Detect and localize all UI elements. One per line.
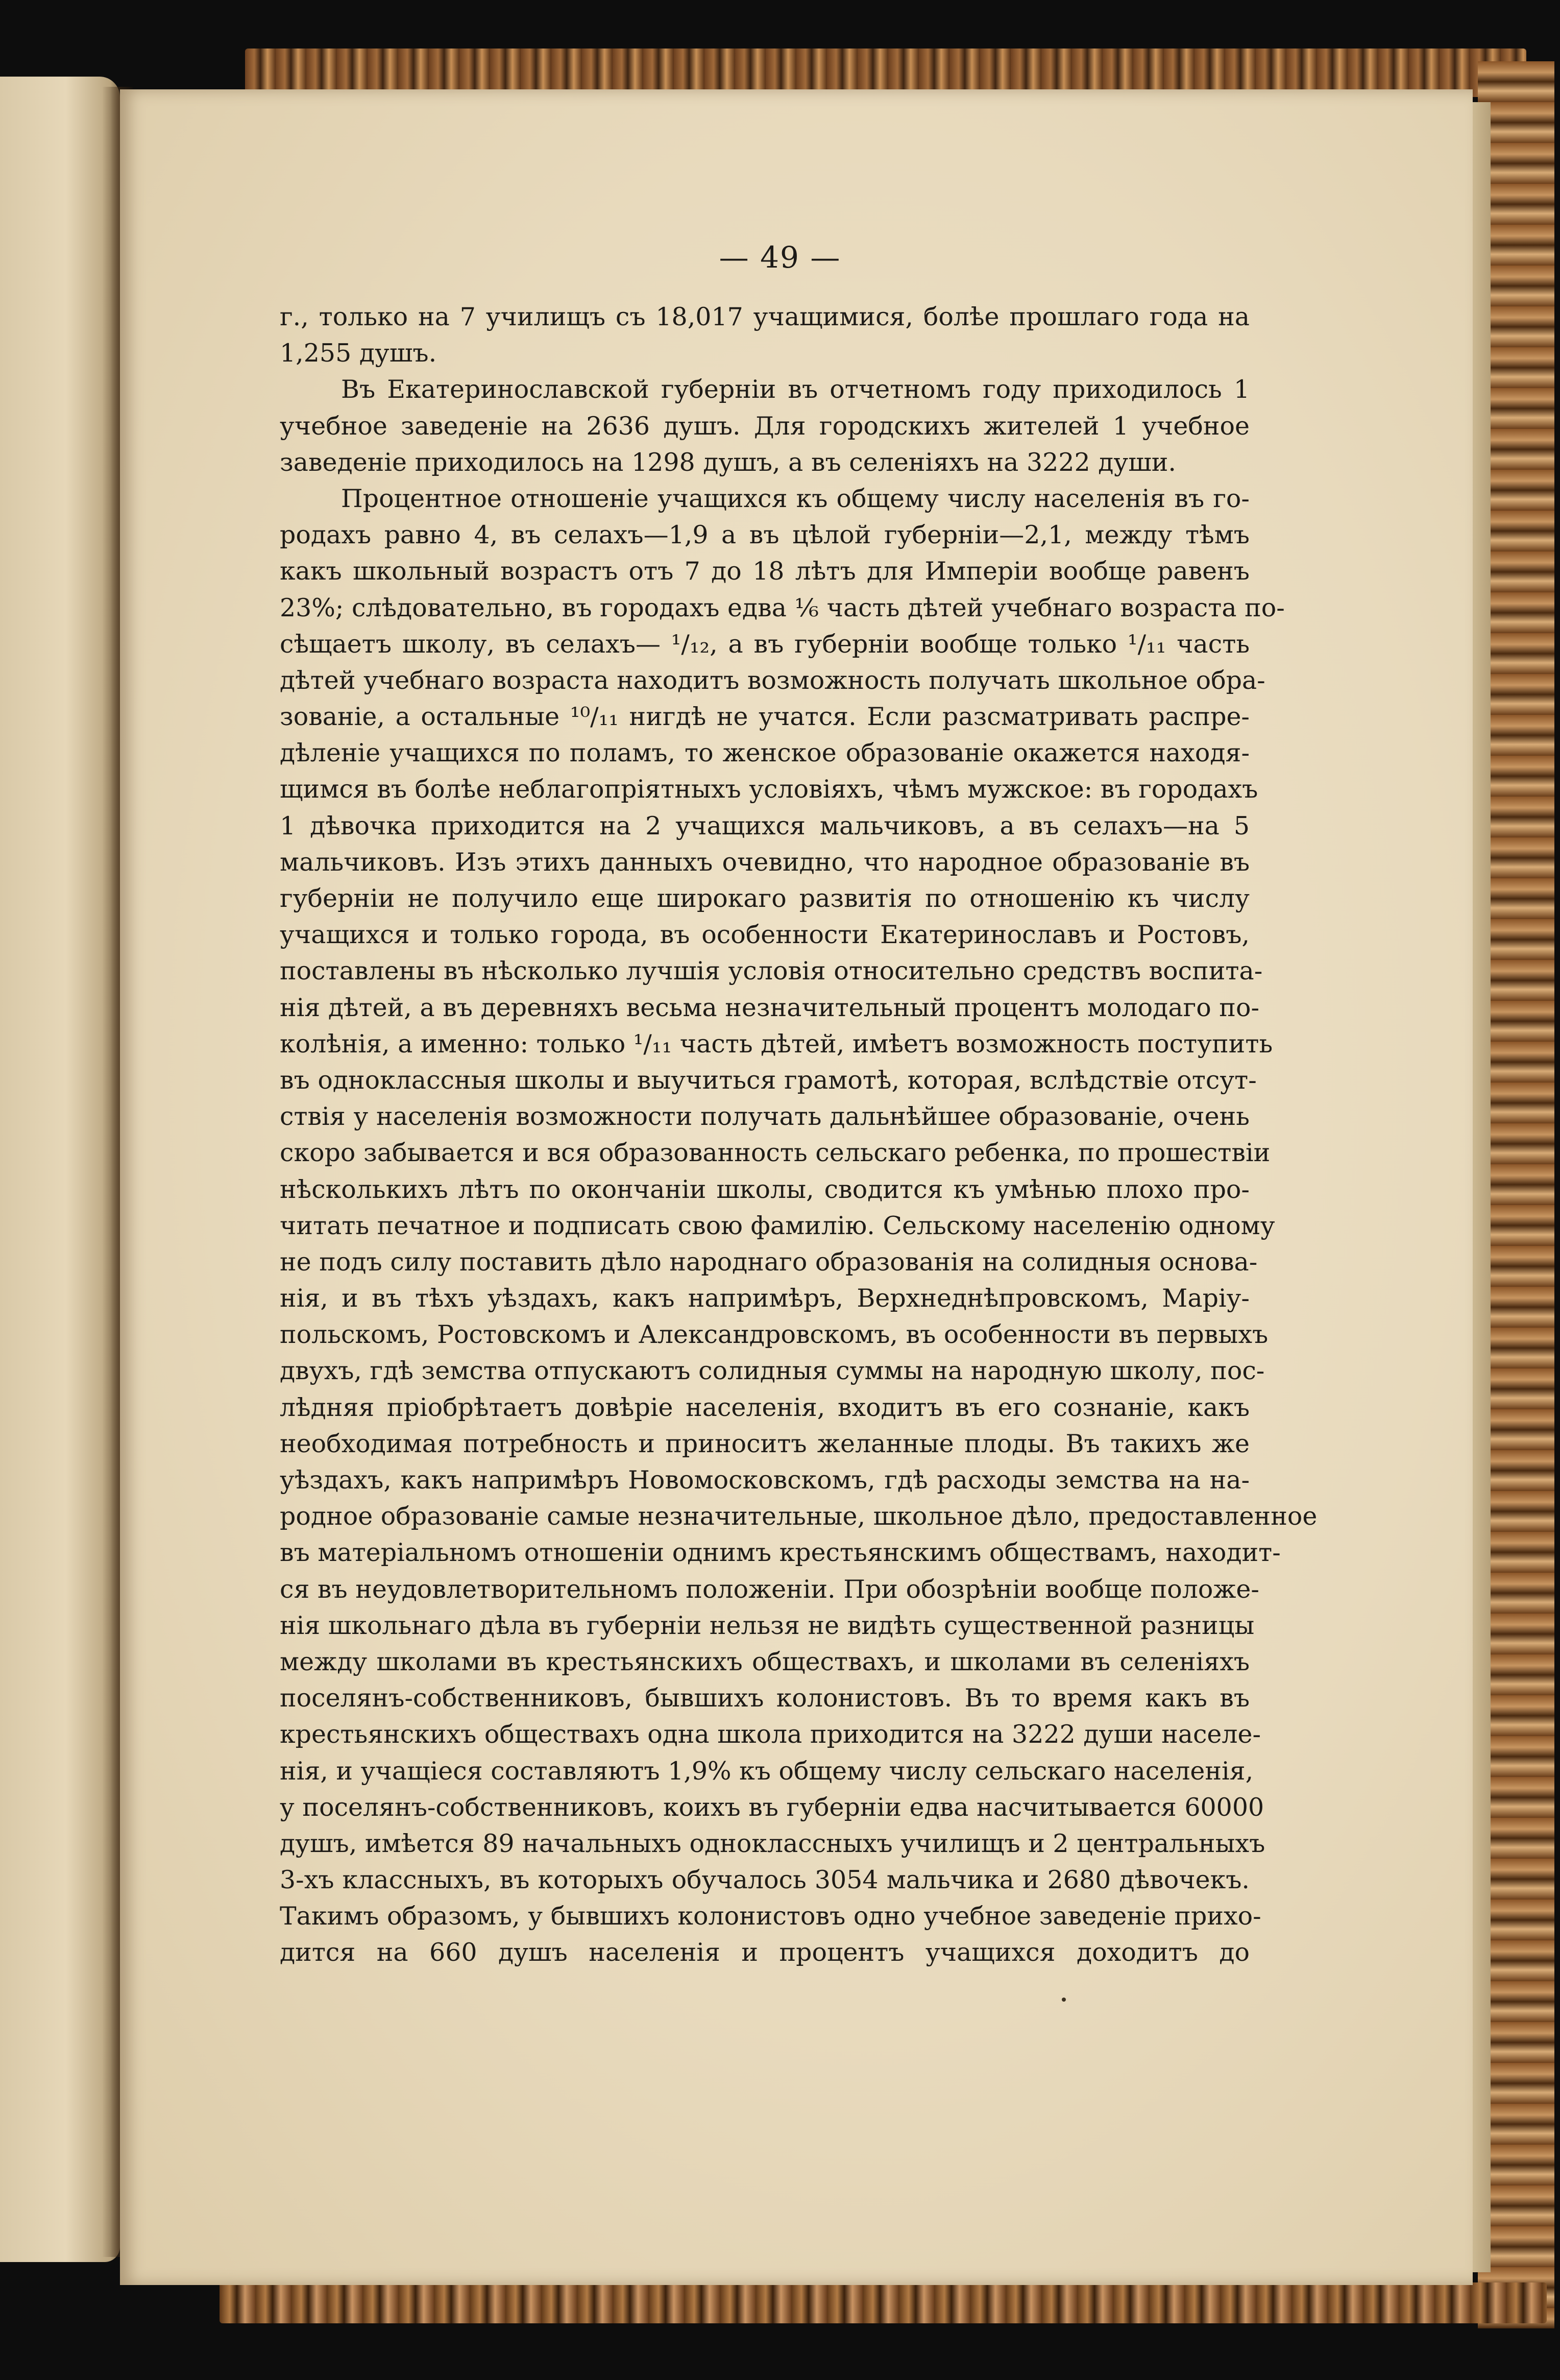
text-line: 1 дѣвочка приходится на 2 учащихся мальчиковъ, а въ селахъ—на 5 <box>280 811 1250 840</box>
text-line: г., только на 7 училищъ съ 18,017 учащимися, болѣе прошлаго года на <box>280 302 1250 331</box>
text-line: нія дѣтей, а въ деревняхъ весьма незначительный процентъ молодаго по- <box>280 993 1260 1022</box>
paragraph-start-line: Въ Екатеринославской губерніи въ отчетномъ году приходилось 1 <box>341 375 1250 404</box>
text-line: не подъ силу поставить дѣло народнаго образованія на солидныя основа- <box>280 1247 1258 1277</box>
text-line: въ одноклассныя школы и выучиться грамотѣ, которая, вслѣдствіе отсут- <box>280 1065 1257 1095</box>
text-line: 3-хъ классныхъ, въ которыхъ обучалось 3054 мальчика и 2680 дѣвочекъ. <box>280 1865 1250 1895</box>
text-line: въ матеріальномъ отношеніи однимъ крестьянскимъ обществамъ, находит- <box>280 1538 1281 1568</box>
text-line: колѣнія, а именно: только ¹/₁₁ часть дѣтей, имѣетъ возможность поступить <box>280 1029 1273 1059</box>
text-line: 1,255 душъ. <box>280 339 437 368</box>
text-line: Такимъ образомъ, у бывшихъ колонистовъ одно учебное заведеніе прихо- <box>280 1902 1261 1931</box>
text-line: поставлены въ нѣсколько лучшія условія относительно средствъ воспита- <box>280 956 1263 986</box>
text-line: сѣщаетъ школу, въ селахъ— ¹/₁₂, а въ губерніи вообще только ¹/₁₁ часть <box>280 629 1250 659</box>
text-line: ствія у населенія возможности получать дальнѣйшее образованіе, очень <box>280 1102 1250 1132</box>
ink-speck <box>1062 1998 1066 2002</box>
text-line: уѣздахъ, какъ напримѣръ Новомосковскомъ, гдѣ расходы земства на на- <box>280 1465 1250 1495</box>
body-text <box>280 299 1318 1971</box>
text-line: учебное заведеніе на 2636 душъ. Для городскихъ жителей 1 учебное <box>280 411 1250 441</box>
text-line: душъ, имѣется 89 начальныхъ одноклассныхъ училищъ и 2 центральныхъ <box>280 1829 1265 1858</box>
text-line: родное образованіе самые незначительные, школьное дѣло, предоставленное <box>280 1502 1318 1531</box>
text-line: польскомъ, Ростовскомъ и Александровскомъ, въ особенности въ первыхъ <box>280 1320 1269 1350</box>
text-line: двухъ, гдѣ земства отпускаютъ солидныя суммы на народную школу, пос- <box>280 1356 1265 1386</box>
paragraph-start-line: Процентное отношеніе учащихся къ общему числу населенія въ го- <box>341 484 1250 513</box>
text-line: ся въ неудовлетворительномъ положеніи. При обозрѣніи вообще положе- <box>280 1574 1259 1604</box>
text-line: крестьянскихъ обществахъ одна школа приходится на 3222 души населе- <box>280 1720 1261 1749</box>
text-line: у поселянъ-собственниковъ, коихъ въ губерніи едва насчитывается 60000 <box>280 1792 1264 1822</box>
text-line: нѣсколькихъ лѣтъ по окончаніи школы, сводится къ умѣнью плохо про- <box>280 1174 1250 1204</box>
text-line: дится на 660 душъ населенія и процентъ учащихся доходитъ до <box>280 1938 1250 1967</box>
text-line: читать печатное и подписать свою фамилію. Сельскому населенію одному <box>280 1211 1275 1240</box>
text-line: необходимая потребность и приноситъ желанные плоды. Въ такихъ же <box>280 1429 1250 1458</box>
text-line: какъ школьный возрастъ отъ 7 до 18 лѣтъ для Имперіи вообще равенъ <box>280 557 1250 586</box>
text-line: нія, и учащіеся составляютъ 1,9% къ общему числу сельскаго населенія, <box>280 1756 1254 1786</box>
text-line: зованіе, а остальные ¹⁰/₁₁ нигдѣ не учатся. Если разсматривать распре- <box>280 702 1250 732</box>
text-line: 23%; слѣдовательно, въ городахъ едва ⅙ часть дѣтей учебнаго возраста по- <box>280 593 1285 622</box>
text-line: нія, и въ тѣхъ уѣздахъ, какъ напримѣръ, Верхнеднѣпровскомъ, Маріу- <box>280 1284 1250 1313</box>
text-line: щимся въ болѣе неблагопріятныхъ условіяхъ, чѣмъ мужское: въ городахъ <box>280 775 1258 804</box>
text-line: родахъ равно 4, въ селахъ—1,9 а въ цѣлой губерніи—2,1, между тѣмъ <box>280 520 1250 550</box>
text-line: поселянъ-собственниковъ, бывшихъ колонистовъ. Въ то время какъ въ <box>280 1684 1250 1713</box>
text-line: учащихся и только города, въ особенности Екатеринославъ и Ростовъ, <box>280 920 1250 950</box>
bottom-page-edges <box>220 2282 1547 2323</box>
text-line: нія школьнаго дѣла въ губерніи нельзя не видѣть существенной разницы <box>280 1610 1255 1640</box>
text-line: скоро забывается и вся образованность сельскаго ребенка, по прошествіи <box>280 1138 1271 1168</box>
text-line: между школами въ крестьянскихъ обществахъ, и школами въ селеніяхъ <box>280 1647 1250 1676</box>
text-line: губерніи не получило еще широкаго развитія по отношенію къ числу <box>280 884 1250 913</box>
page-number: — 49 — <box>719 240 841 275</box>
text-line: дѣленіе учащихся по поламъ, то женское образованіе окажется находя- <box>280 738 1250 768</box>
text-line: дѣтей учебнаго возраста находитъ возможность получать школьное обра- <box>280 665 1265 695</box>
text-line: лѣдняя пріобрѣтаетъ довѣріе населенія, входитъ въ его сознаніе, какъ <box>280 1392 1250 1422</box>
text-line: заведеніе приходилось на 1298 душъ, а въ селеніяхъ на 3222 души. <box>280 447 1177 477</box>
text-line: мальчиковъ. Изъ этихъ данныхъ очевидно, что народное образованіе въ <box>280 847 1250 877</box>
